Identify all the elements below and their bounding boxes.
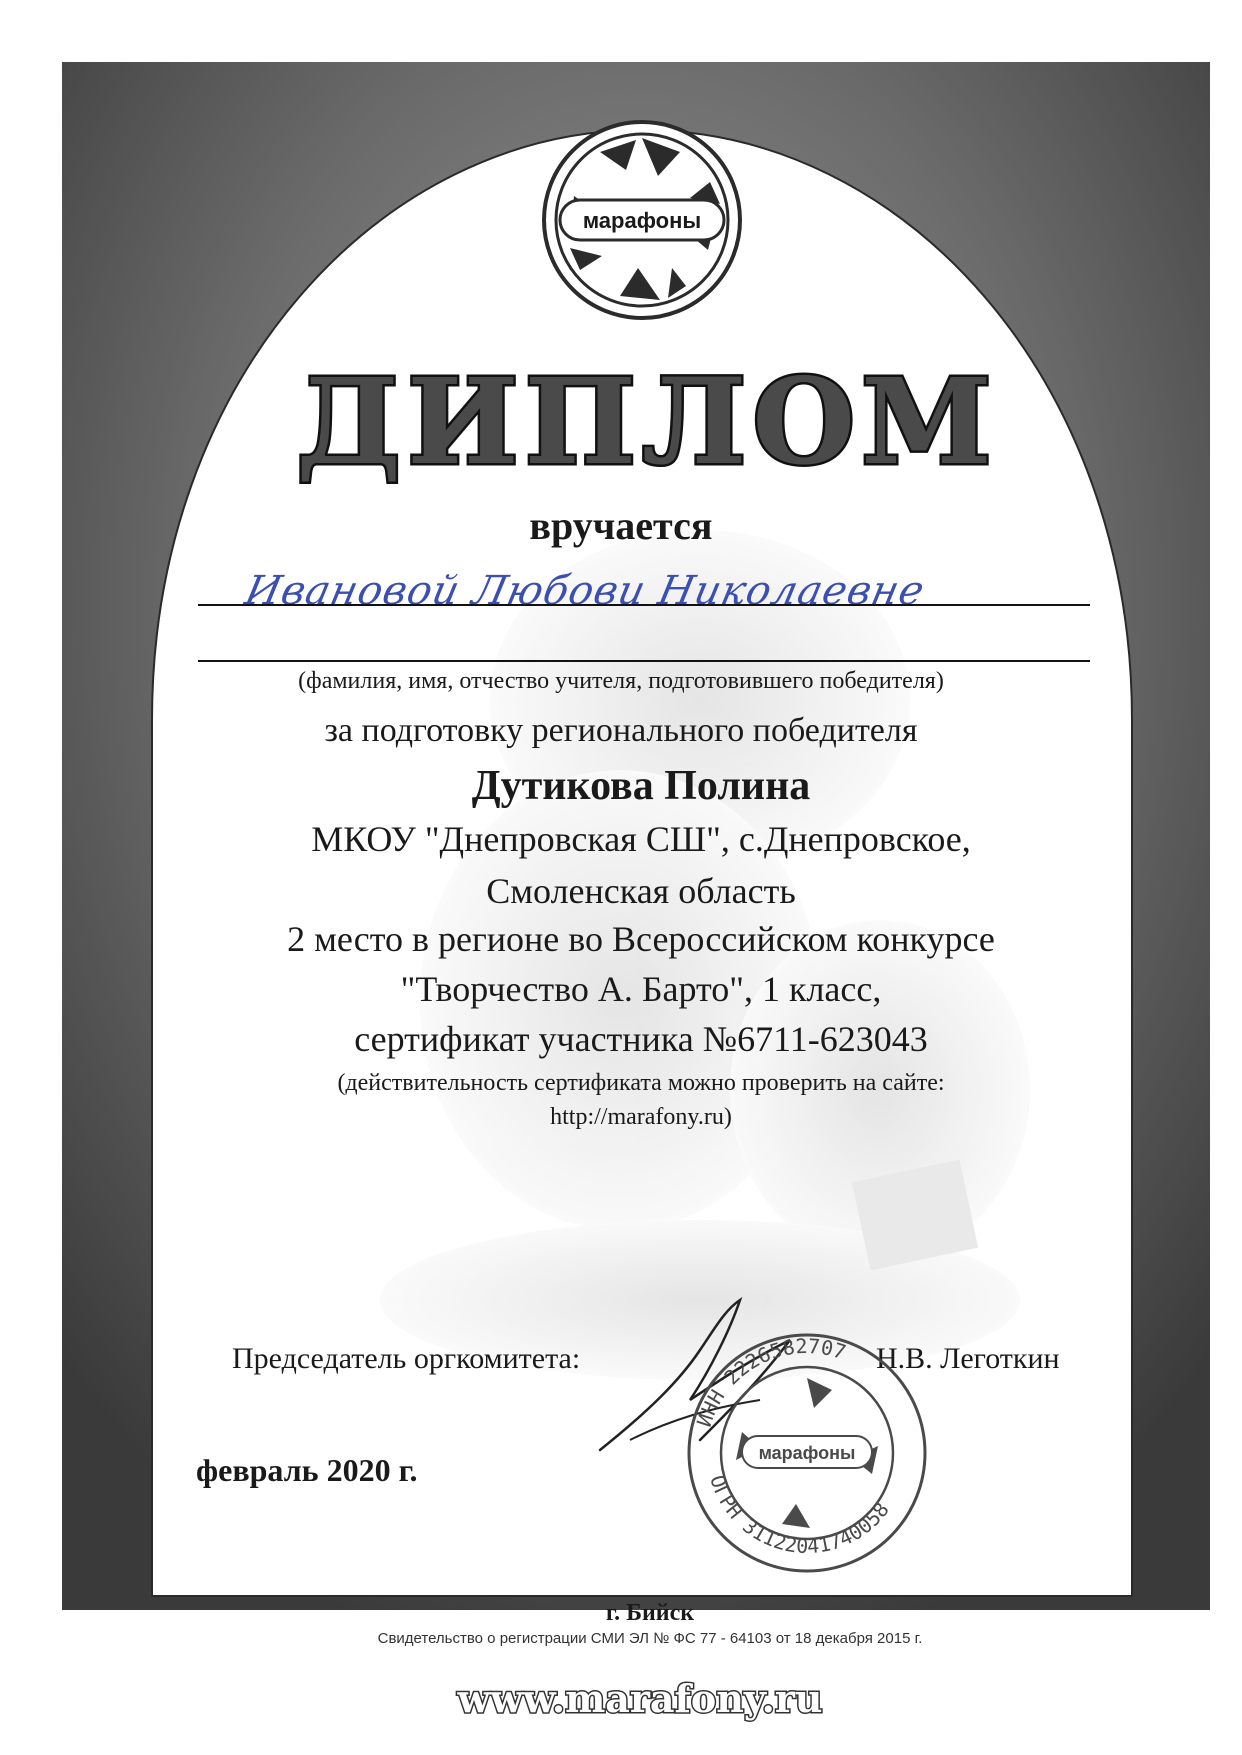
recipient-name-handwritten: Ивановой Любови Николаевне (241, 568, 929, 614)
issue-date: февраль 2020 г. (196, 1452, 418, 1488)
registration-notice: Свидетельство о регистрации СМИ ЭЛ № ФС 77 - 64103 от 18 декабря 2015 г. (377, 1630, 923, 1647)
website-text: www.marafony.ru (457, 1676, 823, 1721)
title-svg (0, 0, 1242, 500)
certificate-line: сертификат участника №6711-623043 (354, 1019, 928, 1059)
reason-text: за подготовку регионального победителя (324, 712, 918, 749)
city: г. Бийск (605, 1600, 695, 1626)
verify-line-2: http://marafony.ru) (550, 1104, 732, 1130)
place-line: 2 место в регионе во Всероссийском конкурсе (287, 919, 995, 959)
stamp-inn-text: ИНН 2226582707 (691, 1333, 849, 1430)
winner-name: Дутикова Полина (471, 763, 811, 809)
recipient-line-2 (198, 660, 1090, 662)
awarded-label: вручается (529, 503, 713, 548)
signature-role: Председатель оргкомитета: (232, 1342, 581, 1375)
recipient-line-1 (198, 604, 1090, 606)
website-footer (0, 1668, 1242, 1733)
verify-line-1: (действительность сертификата можно проверить на сайте: (337, 1070, 945, 1096)
school-line-1: МКОУ "Днепровская СШ", с.Днепровское, (311, 819, 971, 859)
school-line-2: Смоленская область (486, 871, 796, 911)
svg-text:ИНН 2226582707 (692, 1334, 849, 1430)
recipient-hint: (фамилия, имя, отчество учителя, подготовившего победителя) (298, 668, 944, 694)
stamp-ogrn-text: ОГРН 31122041740058 (705, 1472, 894, 1559)
signature-name: Н.В. Леготкин (876, 1342, 1060, 1375)
diploma-title: ДИПЛОМ (296, 352, 998, 491)
round-stamp (682, 1328, 932, 1578)
logo-text: марафоны (582, 208, 702, 233)
contest-line: "Творчество А. Барто", 1 класс, (400, 969, 882, 1009)
stamp-logo-text: марафоны (758, 1443, 856, 1463)
